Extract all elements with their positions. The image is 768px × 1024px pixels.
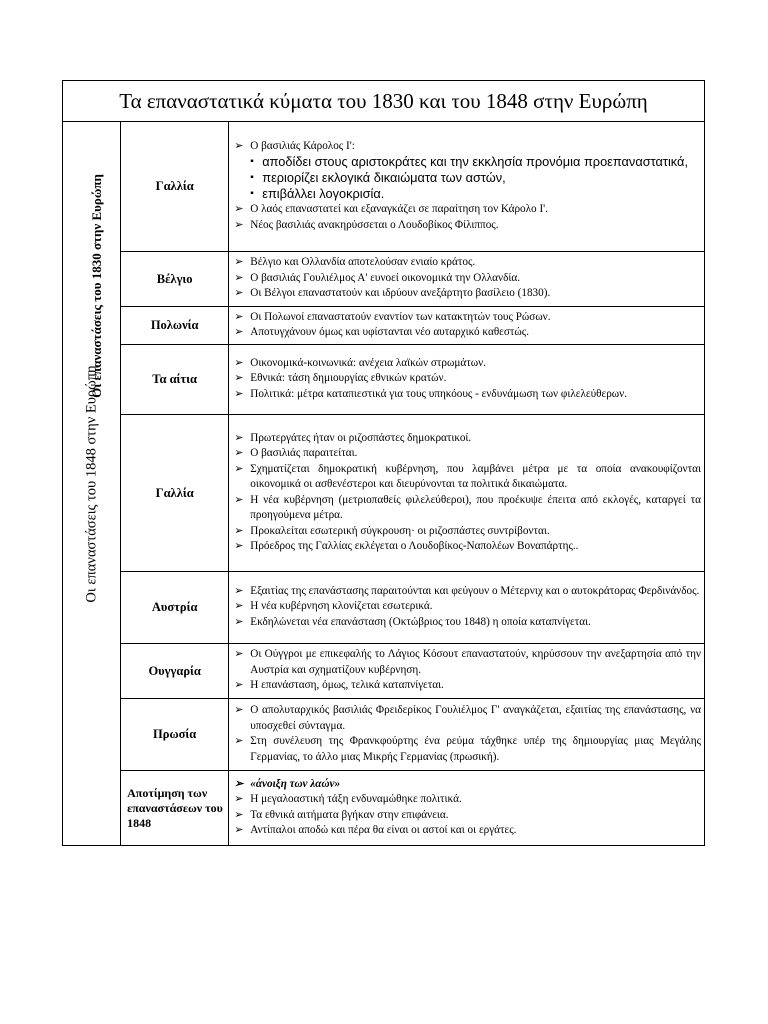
bullets-cell [229,345,705,415]
bullets-cell [229,122,705,252]
table-row [63,345,705,415]
country-cell: Γαλλία [121,122,229,252]
list-item: ➢ Οι Βέλγοι επαναστατούν και ιδρύουν ανεξάρτητο βασίλειο (1830). [232,286,701,302]
table-title: Τα επαναστατικά κύματα του 1830 και του 1848 στην Ευρώπη [63,81,705,122]
country-cell: Βέλγιο [121,252,229,307]
country-cell: Πρωσία [121,699,229,771]
country-cell: Αποτίμηση των επαναστάσεων του 1848 [121,771,229,846]
list-item: ➢ Σχηματίζεται δημοκρατική κυβέρνηση, που λαμβάνει μέτρα με τα οποία ανακουφίζονται οικονομικά οι ασθενέστεροι και διευρύνονται τα πολιτικά δικαιώματα. [232,462,701,493]
list-item: ➢ Βέλγιο και Ολλανδία αποτελούσαν ενιαίο κράτος. [232,255,701,271]
title-row [63,81,705,122]
list-item: ➢ Οι Ούγγροι με επικεφαλής το Λάγιος Κόσουτ επαναστατούν, κηρύσσουν την ανεξαρτησία από την Αυστρία και σχηματίζουν κυβέρνηση. [232,647,701,678]
list-item: ➢ Αποτυγχάνουν όμως και υφίστανται νέο αυταρχικό καθεστώς. [232,325,701,341]
list-item: ➢ Ο απολυταρχικός βασιλιάς Φρειδερίκος Γουλιέλμος Γ' αναγκάζεται, εξαιτίας της επανάστασης, να υποσχεθεί σύνταγμα. [232,703,701,734]
country-cell: Πολωνία [121,307,229,345]
country-cell: Αυστρία [121,572,229,644]
list-item: ➢ Πρόεδρος της Γαλλίας εκλέγεται ο Λουδοβίκος-Ναπολέων Βοναπάρτης.. [232,539,701,555]
bullets-cell [229,771,705,846]
bullets-cell [229,572,705,644]
table-row [63,307,705,345]
table-row [63,572,705,644]
list-item: ➢ «άνοιξη των λαών» [232,777,701,793]
list-item: ➢ Προκαλείται εσωτερική σύγκρουση· οι ριζοσπάστες συντρίβονται. [232,524,701,540]
bullets-cell [229,644,705,699]
table-row [63,252,705,307]
list-item: ➢ Νέος βασιλιάς ανακηρύσσεται ο Λουδοβίκος Φίλιππος. [232,218,701,234]
bullets-cell [229,252,705,307]
list-item: ➢ Τα εθνικά αιτήματα βγήκαν στην επιφάνεια. [232,808,701,824]
country-cell: Τα αίτια [121,345,229,415]
list-item: ➢ Αντίπαλοι αποδώ και πέρα θα είναι οι αστοί και οι εργάτες. [232,823,701,839]
table-row [63,415,705,572]
list-item: ➢ Πρωτεργάτες ήταν οι ριζοσπάστες δημοκρατικοί. [232,431,701,447]
bullets-cell [229,307,705,345]
list-item: ➢ Στη συνέλευση της Φρανκφούρτης ένα ρεύμα τάχθηκε υπέρ της δημιουργίας μιας Μεγάλης Γερμανίας, το άλλο μιας Μικρής Γερμανίας (πρωσική). [232,734,701,765]
list-item: ➢ Ο λαός επαναστατεί και εξαναγκάζει σε παραίτηση τον Κάρολο Ι'. [232,202,701,218]
list-item: ➢ Η νέα κυβέρνηση (μετριοπαθείς φιλελεύθεροι), που προέκυψε έπειτα από εκλογές, καταργεί τα προηγούμενα μέτρα. [232,493,701,524]
list-item: ➢ Εθνικά: τάση δημιουργίας εθνικών κρατών. [232,371,701,387]
list-item: ➢ Πολιτικά: μέτρα καταπιεστικά για τους υπηκόους - ενδυνάμωση των φιλελεύθερων. [232,387,701,403]
history-table [62,80,705,846]
list-item: ➢ Οι Πολωνοί επαναστατούν εναντίον των κατακτητών τους Ρώσων. [232,310,701,326]
list-item: ➢ Εκδηλώνεται νέα επανάσταση (Οκτώβριος του 1848) η οποία καταπνίγεται. [232,615,701,631]
list-item: ➢ Η νέα κυβέρνηση κλονίζεται εσωτερικά. [232,599,701,615]
sub-list-item: ▪ επιβάλλει λογοκρισία. [232,186,701,202]
section-label-cell [63,122,121,846]
table-row [63,644,705,699]
sub-list-item: ▪ αποδίδει στους αριστοκράτες και την εκκλησία προνόμια προεπαναστατικά, [232,154,701,170]
table-row [63,699,705,771]
list-item: ➢ Ο βασιλιάς παραιτείται. [232,446,701,462]
list-item: ➢ Ο βασιλιάς Κάρολος Ι': [232,139,701,155]
table-row [63,122,705,252]
list-item: ➢ Ο βασιλιάς Γουλιέλμος Α' ευνοεί οικονομικά την Ολλανδία. [232,271,701,287]
bullets-cell [229,699,705,771]
list-item: ➢ Η μεγαλοαστική τάξη ενδυναμώθηκε πολιτικά. [232,792,701,808]
country-cell: Γαλλία [121,415,229,572]
country-cell: Ουγγαρία [121,644,229,699]
section-label-1830: Οι επαναστάσεις του 1830 στην Ευρώπη [88,173,104,398]
sub-list-item: ▪ περιορίζει εκλογικά δικαιώματα των αστών, [232,170,701,186]
section-label-1848: Οι επαναστάσεις του 1848 στην Ευρώπη [83,364,100,603]
bullets-cell [229,415,705,572]
list-item: ➢ Οικονομικά-κοινωνικά: ανέχεια λαϊκών στρωμάτων. [232,356,701,372]
list-item: ➢ Εξαιτίας της επανάστασης παραιτούνται και φεύγουν ο Μέτερνιχ και ο αυτοκράτορας Φερδινάνδος. [232,584,701,600]
list-item: ➢ Η επανάσταση, όμως, τελικά καταπνίγεται. [232,678,701,694]
table-row [63,771,705,846]
